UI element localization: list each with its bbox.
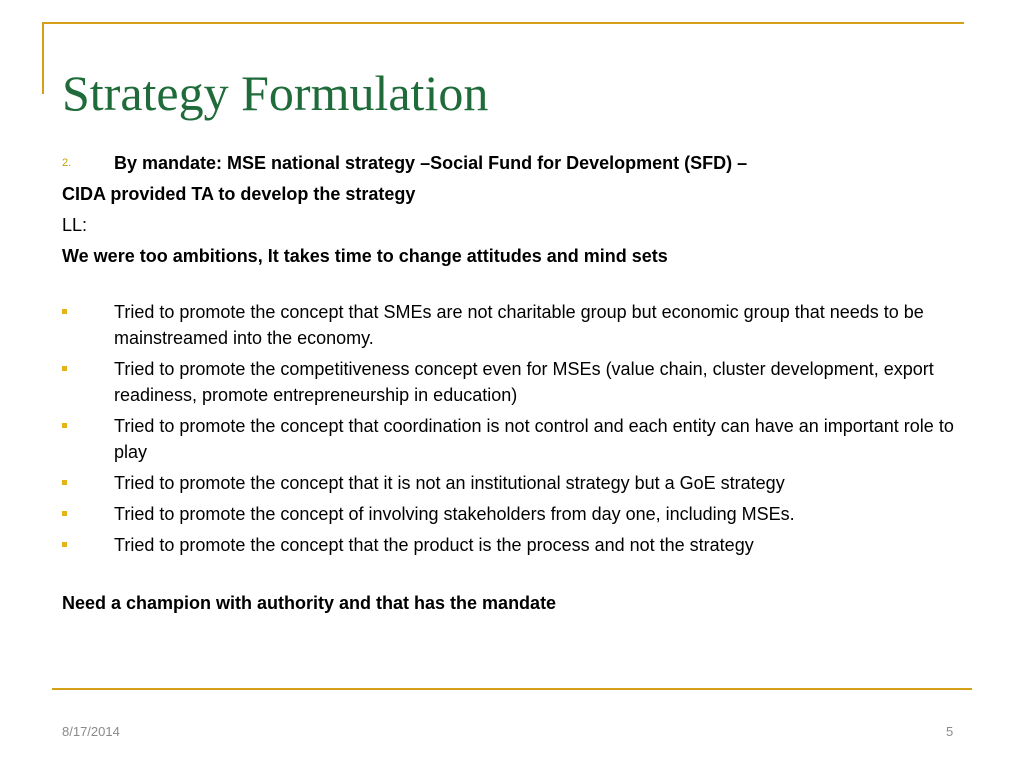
bullet-item: [62, 470, 962, 496]
bullet-list: [62, 299, 962, 558]
closing-statement: Need a champion with authority and that has the mandate: [62, 593, 557, 613]
slide-title: Strategy Formulation: [62, 65, 489, 121]
bullet-text: Tried to promote the competitiveness concept even for MSEs (value chain, cluster development, export readiness, promote entrepreneurship in education): [114, 359, 934, 405]
ambitions-line: We were too ambitions, It takes time to change attitudes and mind sets: [62, 246, 668, 266]
bullet-item: [62, 413, 962, 465]
bullet-square-icon: [62, 511, 67, 516]
bullet-text: Tried to promote the concept that the product is the process and not the strategy: [114, 535, 754, 555]
bullet-square-icon: [62, 542, 67, 547]
bullet-text: Tried to promote the concept that SMEs are not charitable group but economic group that needs to be mainstreamed into the economy.: [114, 302, 924, 348]
bullet-item: [62, 299, 962, 351]
left-frame-line: [42, 22, 44, 94]
numbered-item: [62, 150, 962, 176]
bullet-item: [62, 356, 962, 408]
footer-date: 8/17/2014: [62, 724, 120, 739]
bullet-text: Tried to promote the concept of involving stakeholders from day one, including MSEs.: [114, 504, 795, 524]
bullet-item: [62, 501, 962, 527]
item-number: 2.: [62, 157, 72, 169]
bullet-text: Tried to promote the concept that it is not an institutional strategy but a GoE strategy: [114, 473, 785, 493]
ll-label: LL:: [62, 215, 88, 235]
bullet-square-icon: [62, 423, 67, 428]
bullet-item: [62, 532, 962, 558]
slide-body: [62, 150, 962, 616]
bullet-square-icon: [62, 480, 67, 485]
bullet-square-icon: [62, 309, 67, 314]
bullet-text: Tried to promote the concept that coordination is not control and each entity can have an important role to play: [114, 416, 954, 462]
numbered-item-text: By mandate: MSE national strategy –Social Fund for Development (SFD) –: [114, 153, 748, 173]
footer-divider: [52, 688, 972, 690]
top-frame-line: [42, 22, 964, 24]
cida-line: CIDA provided TA to develop the strategy: [62, 184, 416, 204]
page-number: 5: [946, 724, 954, 739]
bullet-square-icon: [62, 366, 67, 371]
